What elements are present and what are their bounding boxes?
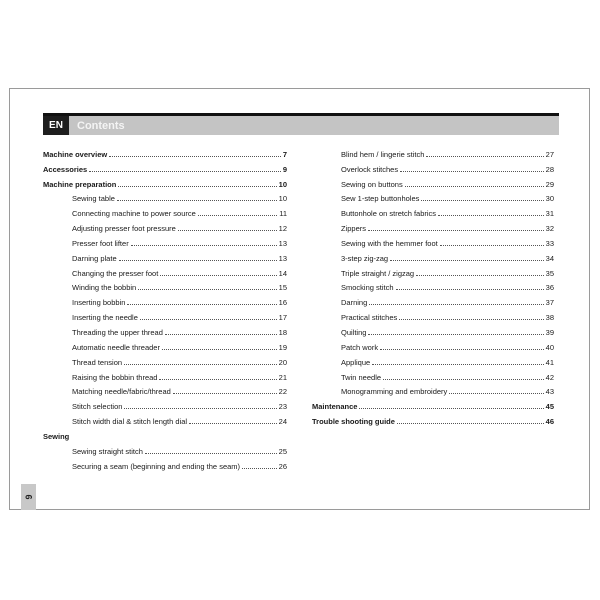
toc-leader-dots xyxy=(131,245,277,246)
toc-leader-dots xyxy=(397,423,544,424)
toc-entry-page: 26 xyxy=(278,461,287,471)
toc-entry-page: 41 xyxy=(545,357,554,367)
toc-entry-label: Triple straight / zigzag xyxy=(341,268,415,278)
toc-entry-page: 13 xyxy=(278,253,287,263)
toc-leader-dots xyxy=(416,275,544,276)
toc-leader-dots xyxy=(405,186,544,187)
toc-entry-label: Overlock stitches xyxy=(341,164,399,174)
toc-leader-dots xyxy=(119,260,277,261)
toc-entry-page: 30 xyxy=(545,194,554,204)
toc-entry[interactable] xyxy=(43,322,287,337)
toc-entry-page: 38 xyxy=(545,313,554,323)
toc-entry-label: Monogramming and embroidery xyxy=(341,387,448,397)
toc-leader-dots xyxy=(189,423,277,424)
toc-entry[interactable] xyxy=(43,159,287,174)
toc-entry-label: Sew 1-step buttonholes xyxy=(341,194,420,204)
toc-entry-label: Adjusting presser foot pressure xyxy=(72,224,176,234)
toc-leader-dots xyxy=(124,364,277,365)
toc-entry[interactable] xyxy=(43,352,287,367)
toc-entry-page: 10 xyxy=(278,194,287,204)
toc-leader-dots xyxy=(178,230,277,231)
toc-entry[interactable] xyxy=(43,189,287,204)
toc-entry-label: Raising the bobbin thread xyxy=(72,372,158,382)
toc-leader-dots xyxy=(359,408,543,409)
toc-leader-dots xyxy=(400,171,544,172)
toc-entry-page: 34 xyxy=(545,253,554,263)
toc-entry-page: 20 xyxy=(278,357,287,367)
language-badge: EN xyxy=(43,116,69,135)
toc-entry-page: 16 xyxy=(278,298,287,308)
toc-entry-label: Darning xyxy=(341,298,368,308)
toc-entry-label: Trouble shooting guide xyxy=(312,417,395,427)
toc-entry-page: 17 xyxy=(278,313,287,323)
toc-entry-page: 31 xyxy=(545,209,554,219)
toc-leader-dots xyxy=(426,156,543,157)
toc-entry[interactable] xyxy=(43,292,287,307)
toc-entry[interactable] xyxy=(43,233,287,248)
toc-entry-label: Inserting the needle xyxy=(72,313,138,323)
toc-entry[interactable] xyxy=(43,174,287,189)
toc-entry-label: Sewing xyxy=(43,431,70,441)
toc-entry-page: 27 xyxy=(545,149,554,159)
toc-entry[interactable] xyxy=(43,218,287,233)
toc-entry-label: Blind hem / lingerie stitch xyxy=(341,149,425,159)
toc-leader-dots xyxy=(368,230,544,231)
toc-leader-dots xyxy=(449,393,543,394)
toc-entry-page: 45 xyxy=(545,402,554,412)
toc-entry-page: 15 xyxy=(278,283,287,293)
toc-entry[interactable] xyxy=(312,189,554,204)
toc-leader-dots xyxy=(390,260,544,261)
toc-entry[interactable] xyxy=(312,396,554,411)
toc-entry-label: Matching needle/fabric/thread xyxy=(72,387,171,397)
toc-entry[interactable] xyxy=(43,396,287,411)
toc-entry[interactable] xyxy=(43,307,287,322)
toc-entry[interactable] xyxy=(312,411,554,426)
toc-leader-dots xyxy=(438,215,544,216)
toc-leader-dots xyxy=(369,304,543,305)
page-number: 6 xyxy=(23,494,34,500)
toc-entry[interactable] xyxy=(43,337,287,352)
toc-entry-page: 25 xyxy=(278,446,287,456)
toc-entry-label: Practical stitches xyxy=(341,313,398,323)
toc-entry[interactable] xyxy=(312,218,554,233)
toc-entry[interactable] xyxy=(43,203,287,218)
toc-entry[interactable] xyxy=(312,278,554,293)
toc-entry-label: Presser foot lifter xyxy=(72,238,129,248)
toc-leader-dots xyxy=(117,200,277,201)
toc-entry[interactable] xyxy=(43,367,287,382)
toc-entry-page: 11 xyxy=(279,209,287,219)
toc-entry[interactable] xyxy=(312,367,554,382)
toc-entry[interactable] xyxy=(43,144,287,159)
toc-leader-dots xyxy=(396,289,544,290)
toc-entry-page: 18 xyxy=(278,327,287,337)
toc-entry[interactable] xyxy=(312,159,554,174)
toc-entry-page: 13 xyxy=(278,238,287,248)
toc-entry[interactable] xyxy=(43,411,287,426)
toc-entry-label: Accessories xyxy=(43,164,88,174)
toc-entry-label: Maintenance xyxy=(312,402,358,412)
toc-entry-page: 40 xyxy=(545,342,554,352)
toc-entry-label: Patch work xyxy=(341,342,379,352)
toc-entry[interactable] xyxy=(312,337,554,352)
toc-entry-page: 42 xyxy=(545,372,554,382)
toc-entry-page: 43 xyxy=(545,387,554,397)
toc-leader-dots xyxy=(127,304,276,305)
toc-leader-dots xyxy=(383,379,544,380)
toc-leader-dots xyxy=(160,275,276,276)
toc-leader-dots xyxy=(380,349,544,350)
toc-entry-label: Stitch selection xyxy=(72,402,123,412)
toc-leader-dots xyxy=(140,319,277,320)
toc-entry[interactable] xyxy=(43,278,287,293)
toc-entry-label: Sewing with the hemmer foot xyxy=(341,238,438,248)
toc-entry[interactable] xyxy=(312,382,554,397)
toc-entry[interactable] xyxy=(43,382,287,397)
toc-entry-label: Zippers xyxy=(341,224,367,234)
toc-entry-label: Threading the upper thread xyxy=(72,327,163,337)
toc-entry[interactable] xyxy=(43,248,287,263)
toc-entry-page: 7 xyxy=(282,149,287,159)
toc-entry-label: Securing a seam (beginning and ending the seam) xyxy=(72,461,241,471)
toc-leader-dots xyxy=(165,334,277,335)
toc-entry[interactable] xyxy=(312,307,554,322)
toc-entry[interactable] xyxy=(312,352,554,367)
toc-entry-page: 36 xyxy=(545,283,554,293)
toc-entry[interactable] xyxy=(43,426,287,441)
toc-entry-page: 32 xyxy=(545,224,554,234)
toc-leader-dots xyxy=(124,408,276,409)
toc-entry-label: Automatic needle threader xyxy=(72,342,160,352)
toc-entry[interactable] xyxy=(312,292,554,307)
toc-entry[interactable] xyxy=(312,233,554,248)
toc-leader-dots xyxy=(368,334,543,335)
toc-entry[interactable] xyxy=(312,263,554,278)
toc-leader-dots xyxy=(89,171,281,172)
toc-entry-page: 21 xyxy=(278,372,287,382)
toc-leader-dots xyxy=(173,393,277,394)
toc-entry-label: Sewing table xyxy=(72,194,115,204)
toc-leader-dots xyxy=(440,245,544,246)
toc-entry-label: Thread tension xyxy=(72,357,123,367)
toc-entry-page: 24 xyxy=(278,417,287,427)
toc-leader-dots xyxy=(159,379,276,380)
toc-right-column xyxy=(312,144,554,426)
toc-entry-label: Sewing straight stitch xyxy=(72,446,143,456)
toc-entry-label: Winding the bobbin xyxy=(72,283,137,293)
toc-left-column xyxy=(43,144,287,471)
toc-entry-page: 28 xyxy=(545,164,554,174)
toc-leader-dots xyxy=(399,319,543,320)
toc-leader-dots xyxy=(372,364,543,365)
toc-entry[interactable] xyxy=(312,174,554,189)
toc-entry-page: 35 xyxy=(545,268,554,278)
toc-entry[interactable] xyxy=(312,322,554,337)
toc-entry-page: 29 xyxy=(545,179,554,189)
toc-entry-label: Machine overview xyxy=(43,149,108,159)
toc-entry-label: Twin needle xyxy=(341,372,382,382)
toc-leader-dots xyxy=(145,453,277,454)
toc-entry[interactable] xyxy=(43,456,287,471)
toc-entry[interactable] xyxy=(312,248,554,263)
toc-leader-dots xyxy=(162,349,277,350)
toc-entry-label: Darning plate xyxy=(72,253,117,263)
toc-leader-dots xyxy=(421,200,543,201)
toc-entry-label: Machine preparation xyxy=(43,179,117,189)
toc-entry-page: 23 xyxy=(278,402,287,412)
toc-leader-dots xyxy=(198,215,277,216)
toc-entry-page: 46 xyxy=(545,417,554,427)
toc-entry-page: 37 xyxy=(545,298,554,308)
contents-header xyxy=(43,113,559,135)
toc-entry-page: 12 xyxy=(278,224,287,234)
toc-entry-label: Smocking stitch xyxy=(341,283,394,293)
toc-entry-page: 33 xyxy=(545,238,554,248)
toc-entry-label: Changing the presser foot xyxy=(72,268,159,278)
toc-entry-label: Applique xyxy=(341,357,371,367)
toc-entry-label: Connecting machine to power source xyxy=(72,209,196,219)
toc-leader-dots xyxy=(242,468,277,469)
toc-leader-dots xyxy=(118,186,276,187)
toc-entry-page: 9 xyxy=(282,164,287,174)
toc-entry-label: Buttonhole on stretch fabrics xyxy=(341,209,437,219)
toc-entry-page: 22 xyxy=(278,387,287,397)
toc-entry-page: 19 xyxy=(278,342,287,352)
toc-entry-label: Stitch width dial & stitch length dial xyxy=(72,417,188,427)
toc-entry[interactable] xyxy=(43,441,287,456)
toc-entry[interactable] xyxy=(312,203,554,218)
toc-entry-page: 14 xyxy=(278,268,287,278)
toc-entry-label: Quilting xyxy=(341,327,367,337)
toc-entry-page: 10 xyxy=(278,179,287,189)
toc-entry-label: Sewing on buttons xyxy=(341,179,403,189)
toc-entry[interactable] xyxy=(43,263,287,278)
toc-leader-dots xyxy=(138,289,276,290)
toc-leader-dots xyxy=(109,156,281,157)
toc-entry-page: 39 xyxy=(545,327,554,337)
page-number-tab xyxy=(21,484,36,510)
manual-page xyxy=(9,88,590,510)
page-title: Contents xyxy=(69,116,559,135)
toc-entry-label: 3-step zig-zag xyxy=(341,253,389,263)
toc-entry[interactable] xyxy=(312,144,554,159)
toc-entry-label: Inserting bobbin xyxy=(72,298,126,308)
